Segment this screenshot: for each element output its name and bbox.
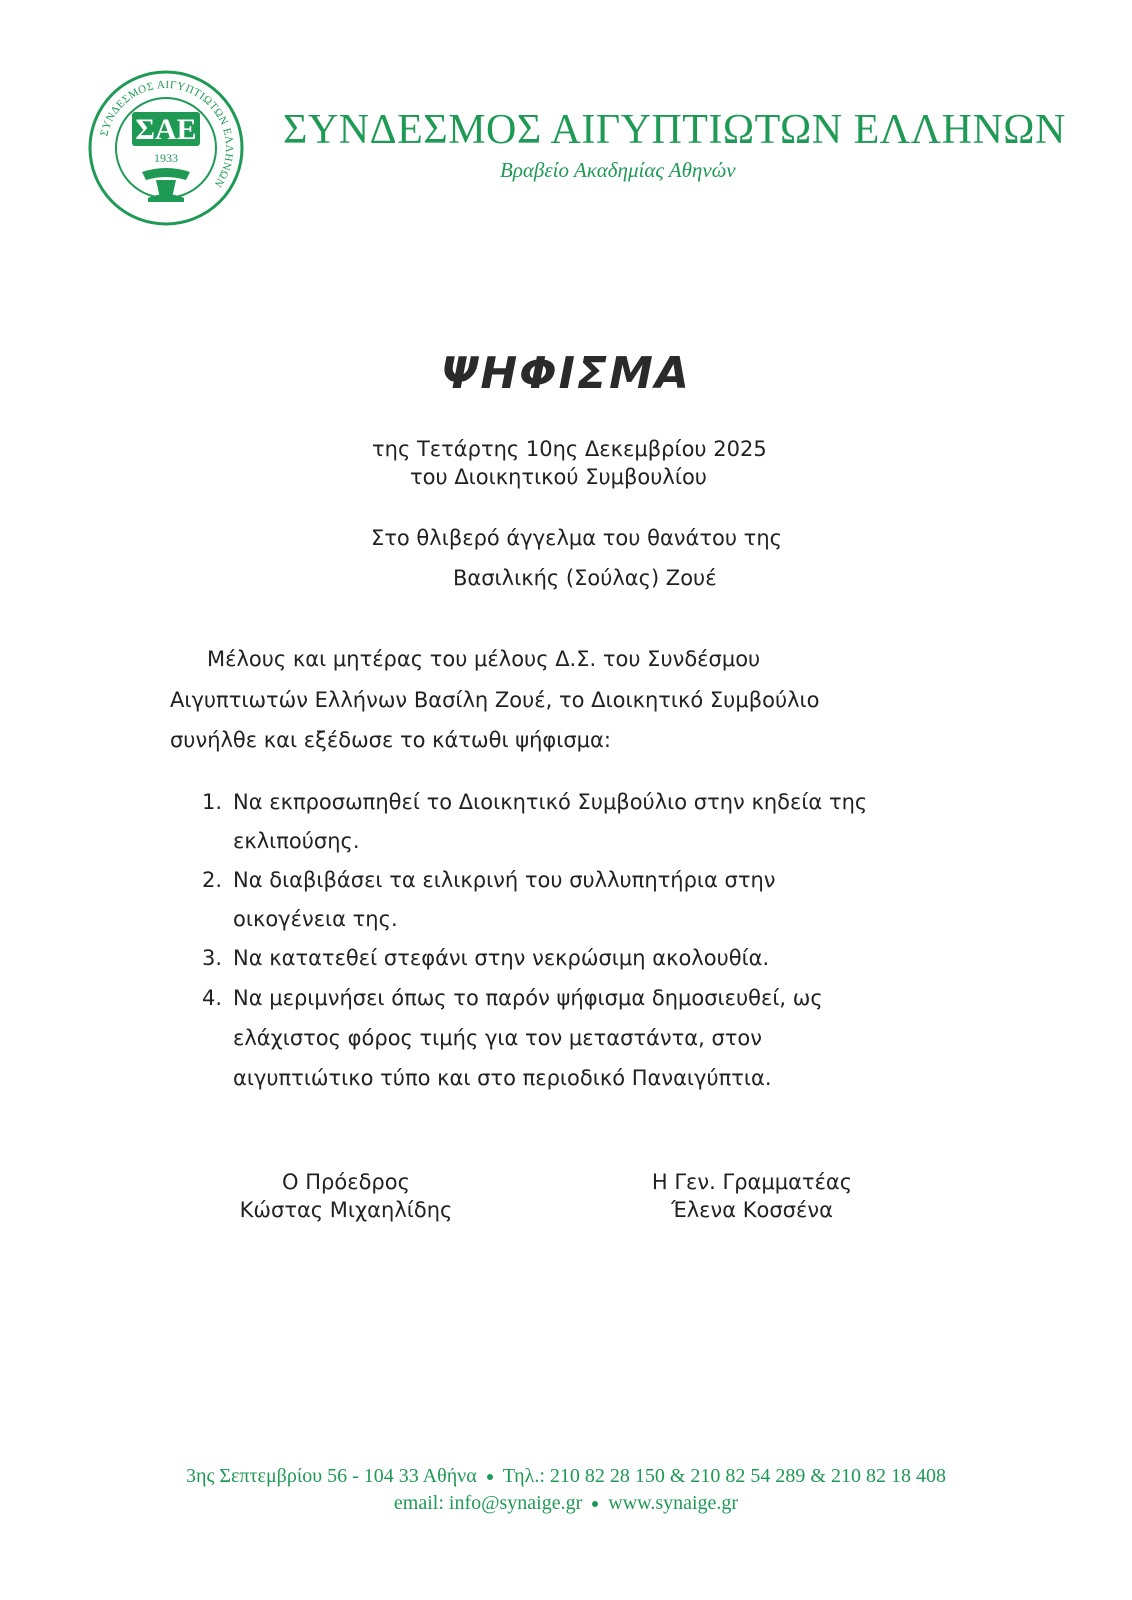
meeting-body: του Διοικητικού Συμβουλίου <box>410 465 707 489</box>
logo-ring-text: ΣΥΝΔΕΣΜΟΣ ΑΙΓΥΠΤΙΩΤΩΝ ΕΛΛΗΝΩΝ <box>98 78 236 190</box>
president-role: Ο Πρόεδρος <box>282 1170 410 1194</box>
intro-line: Αιγυπτιωτών Ελλήνων Βασίλη Ζουέ, το Διοικητικό Συμβούλιο <box>170 688 820 712</box>
deceased-name: Βασιλικής (Σούλας) Ζουέ <box>453 566 717 590</box>
list-item-text: Να διαβιβάσει τα ειλικρινή του συλλυπητήρια στην <box>233 868 776 892</box>
logo-letters: ΣΑΕ <box>135 113 197 146</box>
logo-year: 1933 <box>154 151 178 165</box>
bullet-icon <box>592 1501 598 1507</box>
document-title: ΨΗΦΙΣΜΑ <box>441 348 691 399</box>
secretary-name: Έλενα Κοσσένα <box>671 1198 833 1222</box>
list-item-text: Να κατατεθεί στεφάνι στην νεκρώσιμη ακολουθία. <box>233 946 770 970</box>
list-item-text: εκλιπούσης. <box>233 829 360 853</box>
meeting-date: της Τετάρτης 10ης Δεκεμβρίου 2025 <box>372 437 767 461</box>
association-logo <box>86 68 246 228</box>
president-name: Κώστας Μιχαηλίδης <box>239 1198 453 1222</box>
announcement-line: Στο θλιβερό άγγελμα του θανάτου της <box>371 526 782 550</box>
footer-address: 3ης Σεπτεμβρίου 56 - 104 33 Αθήνα <box>186 1465 477 1487</box>
organization-subtitle: Βραβείο Ακαδημίας Αθηνών <box>500 158 736 182</box>
footer-address-line <box>0 1465 1132 1488</box>
list-item-text: αιγυπτιώτικο τύπο και στο περιοδικό Παναιγύπτια. <box>233 1066 772 1090</box>
footer-contact-line <box>0 1492 1132 1515</box>
intro-line: Μέλους και μητέρας του μέλους Δ.Σ. του Συνδέσμου <box>207 647 761 671</box>
list-item-number: 1. <box>202 790 223 814</box>
secretary-role: Η Γεν. Γραμματέας <box>651 1170 853 1194</box>
lotus-emblem-icon <box>142 168 190 202</box>
intro-line: συνήλθε και εξέδωσε το κάτωθι ψήφισμα: <box>170 728 611 752</box>
list-item-text: οικογένεια της. <box>233 907 398 931</box>
list-item-number: 4. <box>202 986 223 1010</box>
footer-email[interactable]: email: info@synaige.gr <box>393 1492 583 1514</box>
list-item-text: ελάχιστος φόρος τιμής για τον μεταστάντα, στον <box>233 1026 762 1050</box>
footer-phones: Τηλ.: 210 82 28 150 & 210 82 54 289 & 210 82 18 408 <box>502 1465 946 1487</box>
list-item-text: Να εκπροσωπηθεί το Διοικητικό Συμβούλιο στην κηδεία της <box>233 790 868 814</box>
bullet-icon <box>487 1474 493 1480</box>
footer-website[interactable]: www.synaige.gr <box>608 1492 739 1514</box>
list-item-text: Να μεριμνήσει όπως το παρόν ψήφισμα δημοσιευθεί, ως <box>233 986 823 1010</box>
organization-name: ΣΥΝΔΕΣΜΟΣ ΑΙΓΥΠΤΙΩΤΩΝ ΕΛΛΗΝΩΝ <box>283 107 1066 153</box>
list-item-number: 3. <box>202 946 223 970</box>
list-item-number: 2. <box>202 868 223 892</box>
